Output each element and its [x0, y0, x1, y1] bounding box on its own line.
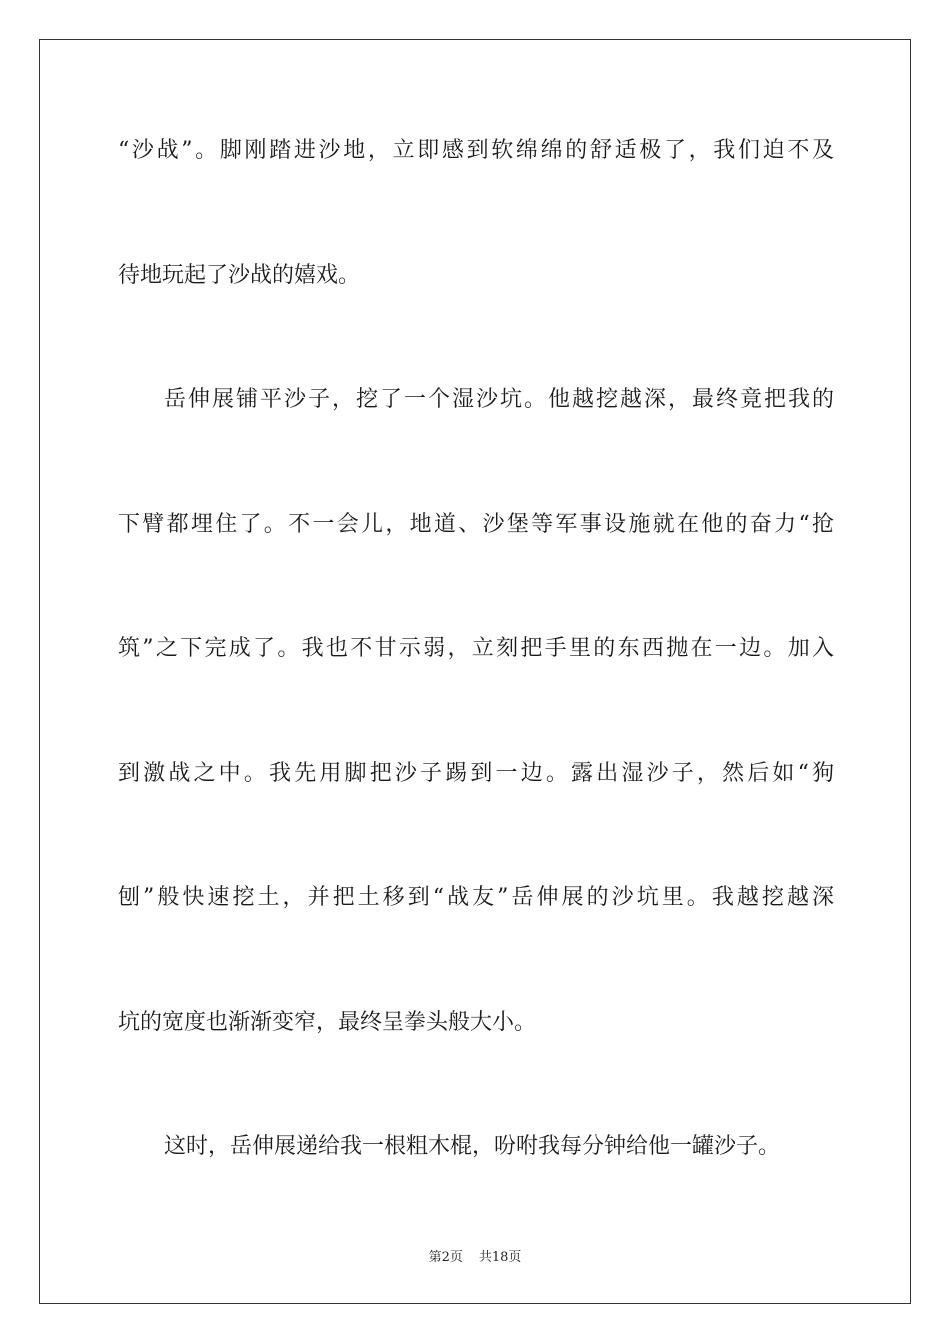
text-line: “沙战”。脚刚踏进沙地，立即感到软绵绵的舒适极了，我们迫不及 — [118, 138, 834, 163]
text-line: 下臂都埋住了。不一会儿，地道、沙堡等军事设施就在他的奋力“抢 — [118, 512, 834, 537]
text-line: 到激战之中。我先用脚把沙子踢到一边。露出湿沙子，然后如“狗 — [118, 761, 834, 786]
text-line: 筑”之下完成了。我也不甘示弱，立刻把手里的东西抛在一边。加入 — [118, 636, 834, 661]
text-line: 岳伸展铺平沙子，挖了一个湿沙坑。他越挖越深，最终竟把我的 — [164, 387, 834, 412]
text-line: 刨”般快速挖土，并把土移到“战友”岳伸展的沙坑里。我越挖越深 — [118, 885, 834, 910]
text-line: 这时，岳伸展递给我一根粗木棍，吩咐我每分钟给他一罐沙子。 — [164, 1134, 781, 1159]
page-border — [39, 39, 911, 1304]
text-line: 待地玩起了沙战的嬉戏。 — [118, 263, 361, 288]
page-total: 共18页 — [478, 1250, 522, 1265]
page-footer — [0, 1246, 950, 1265]
text-line: 坑的宽度也渐渐变窄，最终呈拳头般大小。 — [118, 1010, 537, 1035]
page-number: 第2页 — [428, 1250, 463, 1265]
